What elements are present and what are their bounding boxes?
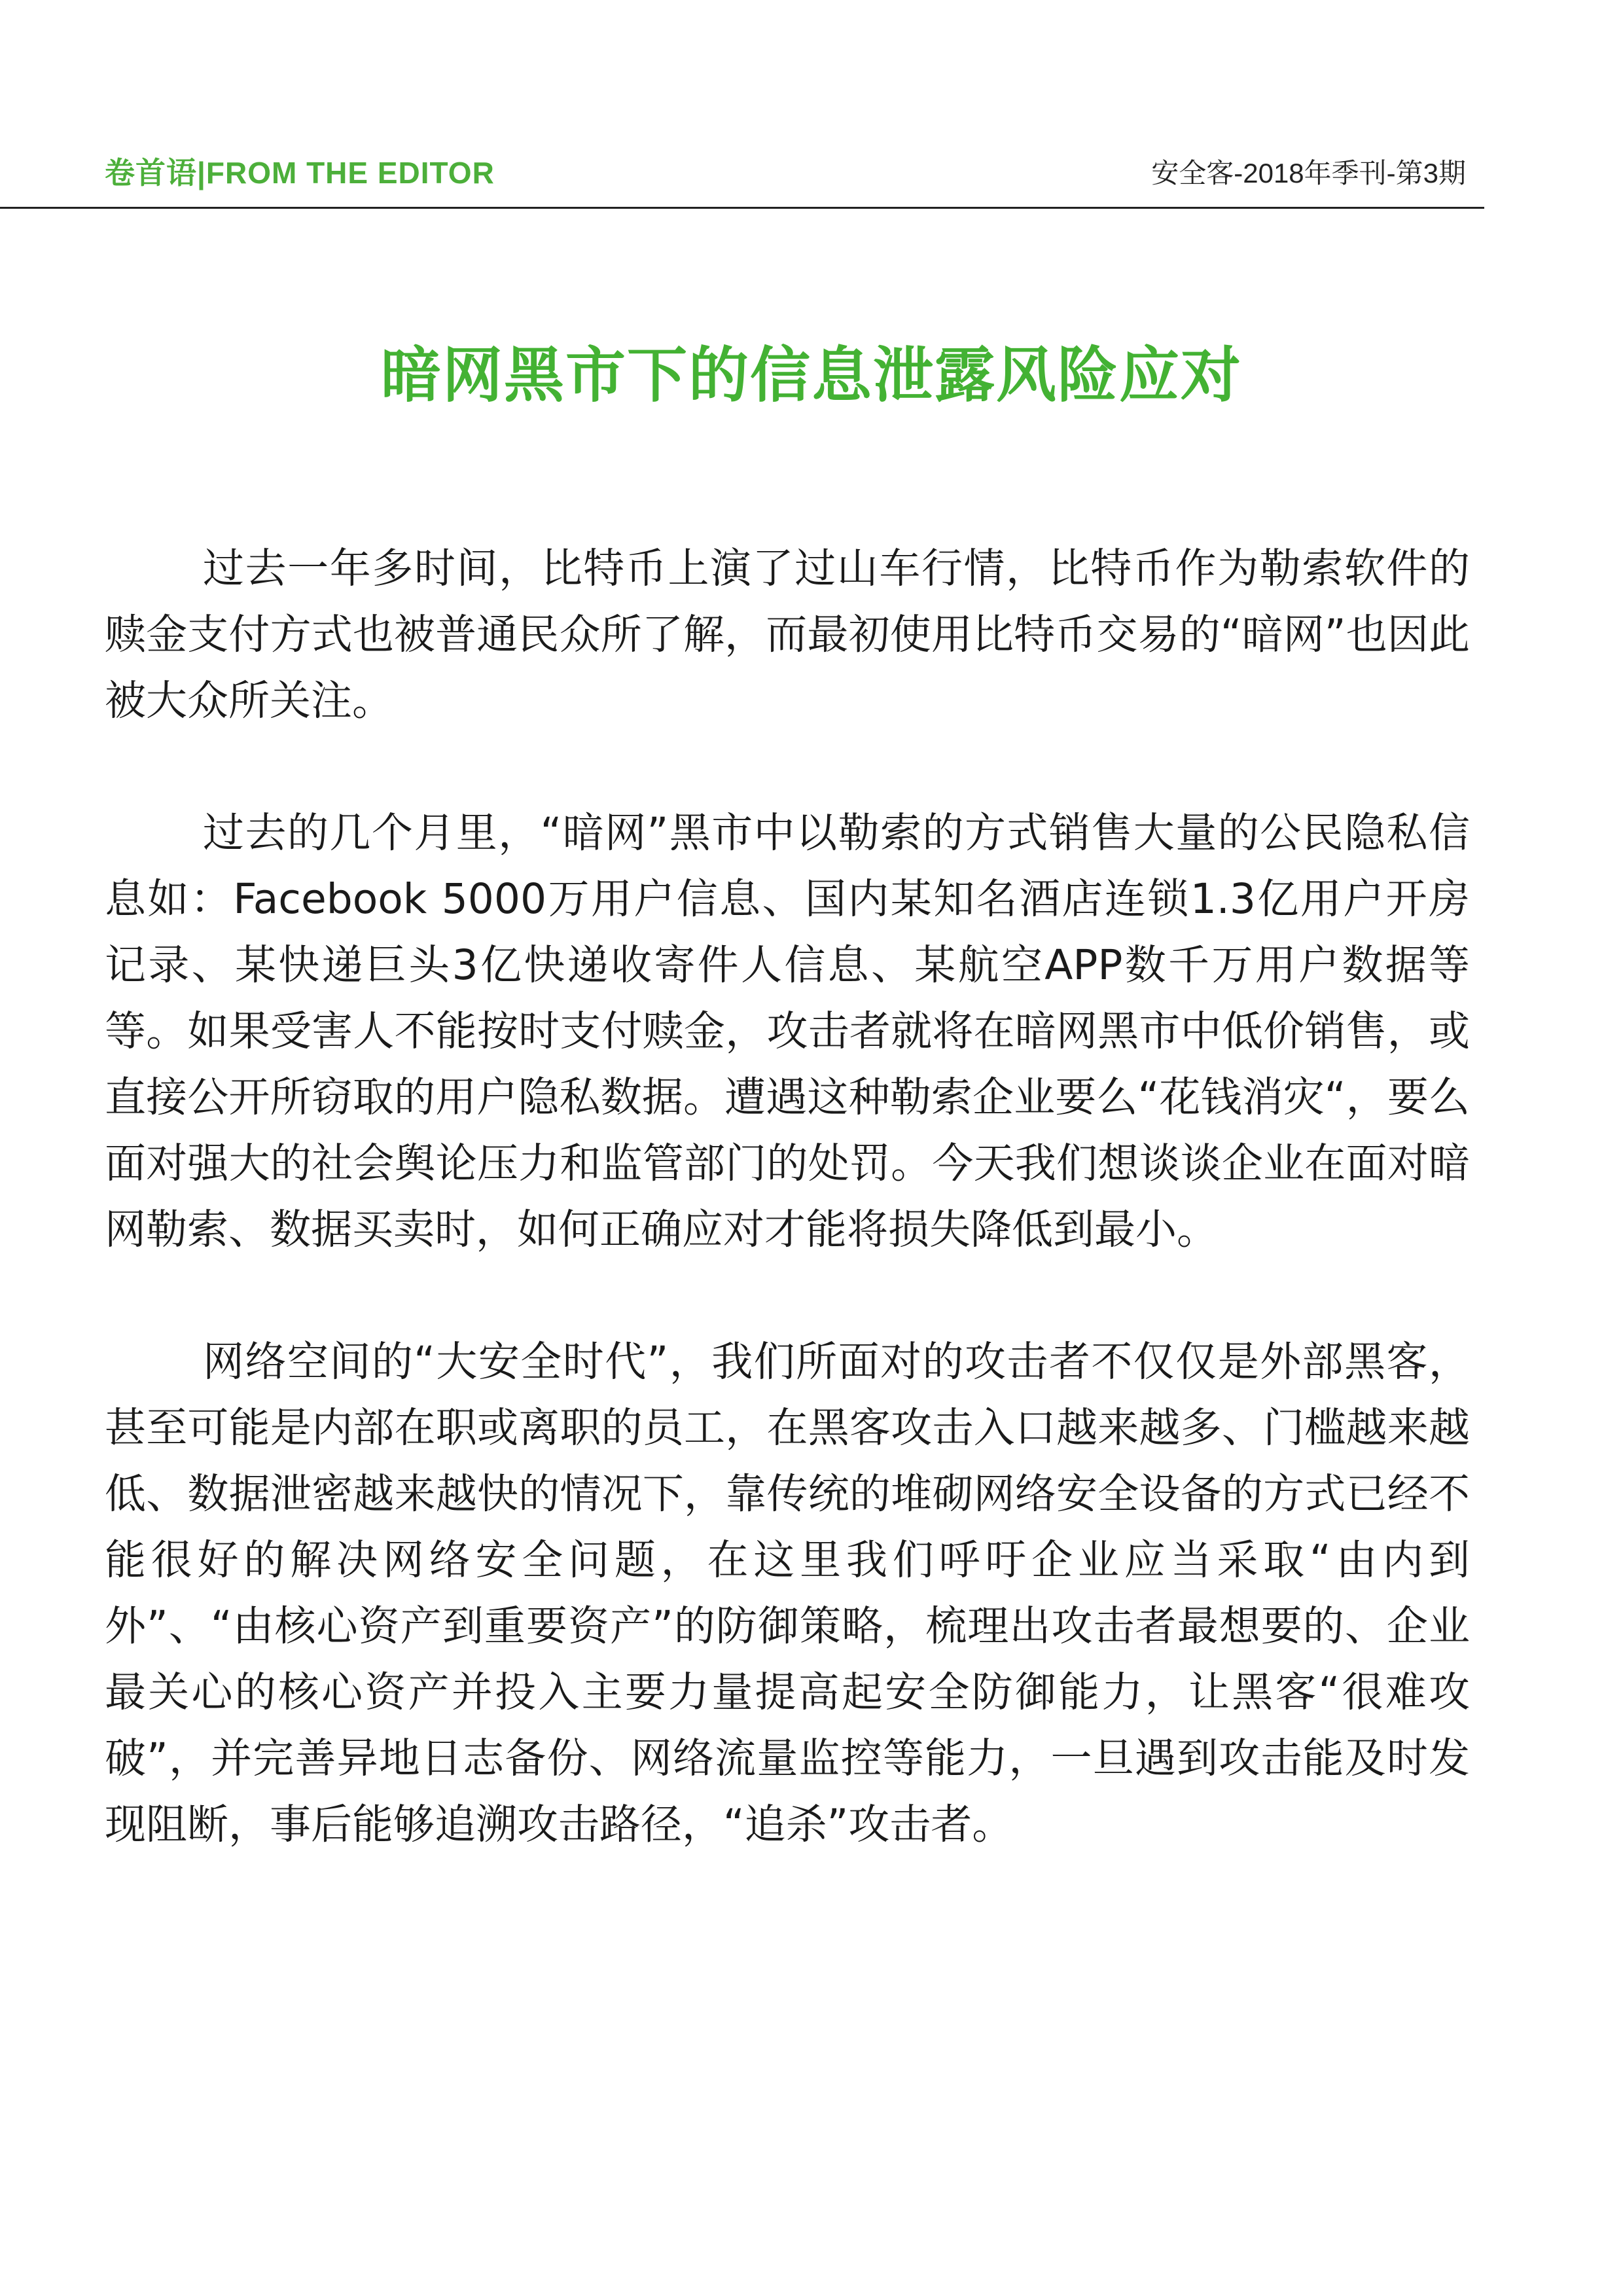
section-label: 卷首语|FROM THE EDITOR (105, 156, 495, 190)
paragraph-1: 过去一年多时间，比特币上演了过山车行情，比特币作为勒索软件的赎金支付方式也被普通民众所了解，而最初使用比特币交易的“暗网”也因此被大众所关注。 (105, 545, 1470, 725)
page-header (105, 149, 1466, 195)
article-body (105, 535, 1470, 1924)
issue-label: 安全客-2018年季刊-第3期 (1151, 158, 1466, 188)
header-divider (0, 207, 1484, 209)
article-title: 暗网黑市下的信息泄露风险应对 (380, 340, 1242, 410)
paragraph-3: 网络空间的“大安全时代”，我们所面对的攻击者不仅仅是外部黑客，甚至可能是内部在职或离职的员工，在黑客攻击入口越来越多、门槛越来越低、数据泄密越来越快的情况下，靠传统的堆砌网络安全设备的方式已经不能很好的解决网络安全问题，在这里我们呼吁企业应当采取“由内到外”、“由核心资产到重要资产”的防御策略，梳理出攻击者最想要的、企业最关心的核心资产并投入主要力量提高起安全防御能力，让黑客“很难攻破”，并完善异地日志备份、网络流量监控等能力，一旦遇到攻击能及时发现阻断，事后能够追溯攻击路径，“追杀”攻击者。 (105, 1338, 1470, 1848)
paragraph-2: 过去的几个月里，“暗网”黑市中以勒索的方式销售大量的公民隐私信息如：Facebook 5000万用户信息、国内某知名酒店连锁1.3亿用户开房记录、某快递巨头3亿快递收寄件人信息、某航空APP数千万用户数据等等。如果受害人不能按时支付赎金，攻击者就将在暗网黑市中低价销售，或直接公开所窃取的用户隐私数据。遭遇这种勒索企业要么“花钱消灾“，要么面对强大的社会舆论压力和监管部门的处罚。今天我们想谈谈企业在面对暗网勒索、数据买卖时，如何正确应对才能将损失降低到最小。 (105, 809, 1470, 1253)
